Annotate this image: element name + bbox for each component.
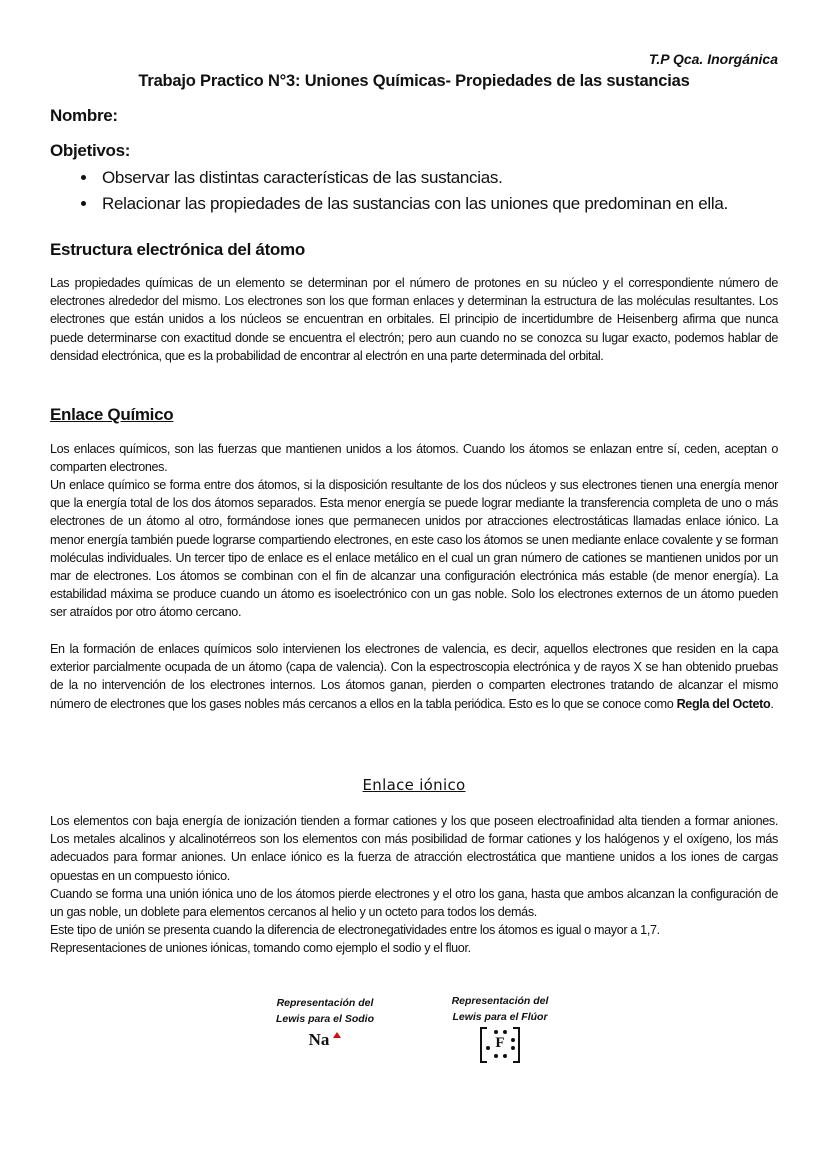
objective-item: • Observar las distintas características de las sustancias.	[98, 165, 728, 191]
electron-marker-icon	[333, 1032, 341, 1038]
enlace-paragraph-2	[50, 640, 778, 713]
fluorine-lewis-structure	[480, 1027, 520, 1061]
octet-rule: Regla del Octeto	[676, 696, 771, 711]
lewis-caption: Lewis para el Sodio	[275, 1013, 375, 1025]
sodium-symbol	[255, 1030, 395, 1050]
ionic-heading: Enlace iónico	[362, 776, 466, 794]
electron-dot-icon	[511, 1038, 515, 1042]
course-label: T.P Qca. Inorgánica	[648, 51, 778, 67]
lewis-sodium	[255, 995, 395, 1050]
symbol-text: Na	[308, 1030, 330, 1049]
ionic-paragraph-1: Los elementos con baja energía de ionización tienden a formar cationes y los que poseen electroafinidad alta tienden a formar aniones. Los metales alcalinos y alcalinotérreos son los elementos con más posibilidad de formar cationes y los halógenos y el oxígeno, los más adecuados para formar aniones. Un enlace iónico es la fuerza de atracción electrostática que mantiene unidos a los iones de cargas opuestas en un compuesto iónico.	[50, 814, 778, 883]
lewis-caption: Representación del	[276, 997, 374, 1009]
ionic-paragraph-3: Este tipo de unión se presenta cuando la diferencia de electronegatividades entre los átomos es igual o mayor a 1,7.	[50, 923, 660, 937]
electron-dot-icon	[511, 1046, 515, 1050]
ionic-paragraph-4: Representaciones de uniones iónicas, tomando como ejemplo el sodio y el fluor.	[50, 941, 471, 955]
enlace-heading: Enlace Químico	[50, 405, 174, 424]
electron-dot-icon	[486, 1046, 490, 1050]
period: .	[770, 696, 774, 711]
enlace-paragraph-1a: Los enlaces químicos, son las fuerzas que mantienen unidos a los átomos. Cuando los átomos se enlazan entre sí, ceden, aceptan o comparten electrones.	[50, 442, 778, 475]
enlace-paragraph-1b: Un enlace químico se forma entre dos átomos, si la disposición resultante de los dos núcleos y sus electrones tienen una energía menor que la energía total de los dos átomos separados. Esta menor energía se puede lograr mediante la transferencia completa de uno o más electrones de un átomo al otro, formándose iones que permanecen unidos por atracciones electrostáticas llamadas enlace iónico. La menor energía también puede lograrse compartiendo electrones, en este caso los átomos se unen mediante enlace covalente y se forman moléculas individuales. Un tercer tipo de enlace es el enlace metálico en el cual un gran número de cationes se mantienen unidos por un mar de electrones. Los átomos se combinan con el fin de alcanzar una configuración electrónica más estable (de menor energía). La estabilidad máxima se produce cuando un átomo es isoelectrónico con un gas noble. Solo los electrones externos de un átomo pueden ser atraídos por otro átomo cercano.	[50, 478, 778, 620]
objective-item: • Relacionar las propiedades de las sustancias con las uniones que predominan en ella.	[98, 191, 728, 217]
estructura-heading: Estructura electrónica del átomo	[50, 240, 305, 259]
nombre-label: Nombre:	[50, 106, 118, 125]
lewis-fluorine	[430, 993, 570, 1061]
lewis-caption: Representación del	[451, 995, 549, 1007]
objetivos-heading: Objetivos:	[50, 141, 131, 160]
document-title: Trabajo Practico N°3: Uniones Químicas- Propiedades de las sustancias	[138, 72, 690, 90]
electron-dot-icon	[503, 1030, 507, 1034]
electron-dot-icon	[494, 1054, 498, 1058]
fluorine-symbol: F	[495, 1035, 505, 1051]
objectives-list	[50, 165, 728, 217]
estructura-paragraph: Las propiedades químicas de un elemento se determinan por el número de protones en su núcleo y el correspondiente número de electrones alrededor del mismo. Los electrones son los que forman enlaces y determinan la estructura de las moléculas resultantes. Los electrones que están unidos a los núcleos se encuentran en orbitales. El principio de incertidumbre de Heisenberg afirma que nunca puede determinarse con exactitud donde se encuentra el electrón; pero aun cuando no se conozca su lugar exacto, podemos hablar de densidad electrónica, que es la probabilidad de encontrar al electrón en una parte determinada del orbital.	[50, 276, 778, 363]
electron-dot-icon	[494, 1030, 498, 1034]
electron-dot-icon	[503, 1054, 507, 1058]
paragraph-text: En la formación de enlaces químicos solo intervienen los electrones de valencia, es decir, aquellos electrones que residen en la capa exterior parcialmente ocupada de un átomo (capa de valencia). Con la espectroscopia electrónica y de rayos X se han obtenido pruebas de la no intervención de los electrones internos. Los átomos ganan, pierden o comparten electrones tratando de alcanzar el mismo número de electrones que los gases nobles más cercanos a ellos en la tabla periódica. Esto es lo que se conoce como	[50, 642, 778, 711]
lewis-caption: Lewis para el Flúor	[452, 1011, 548, 1023]
ionic-paragraph-2: Cuando se forma una unión iónica uno de los átomos pierde electrones y el otro los gana, hasta que ambos alcanzan la configuración de un gas noble, un doblete para elementos cercanos al helio y un octeto para todos los demás.	[50, 887, 778, 920]
